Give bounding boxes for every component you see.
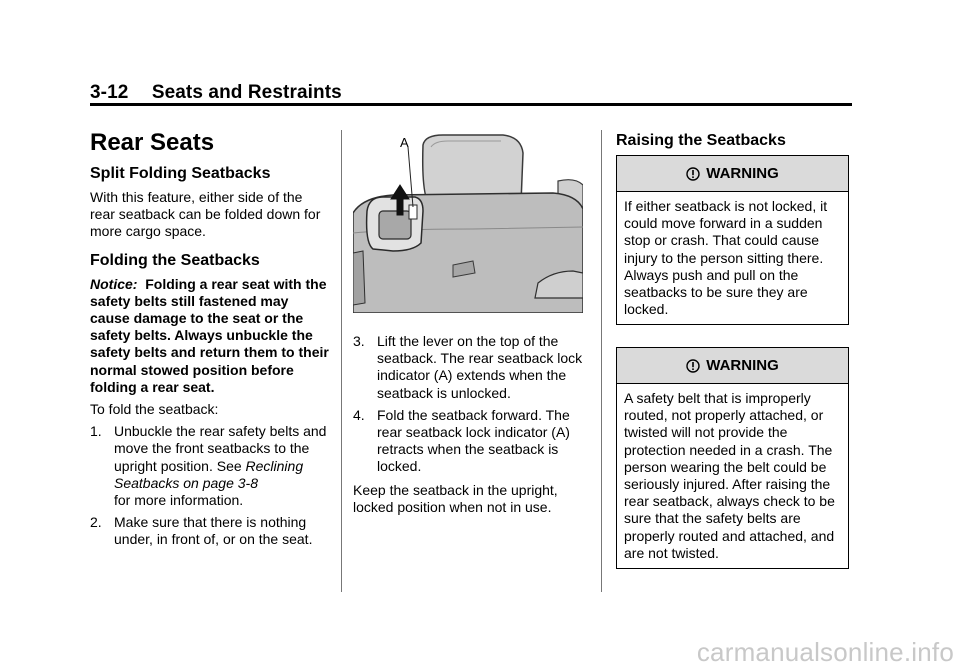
warning-icon — [686, 359, 700, 373]
step-number: 3. — [353, 333, 365, 349]
step-1-text: Unbuckle the rear safety belts and move the front seatbacks to the upright position. See — [114, 423, 327, 474]
heading-split-folding: Split Folding Seatbacks — [90, 165, 271, 182]
page-header — [90, 82, 342, 104]
notice-label: Notice: — [90, 275, 138, 292]
list-item — [90, 514, 330, 548]
step-number: 1. — [90, 423, 102, 440]
column-divider-1 — [341, 130, 342, 592]
warning-label: WARNING — [706, 164, 779, 182]
seatback-lever-illustration — [353, 133, 583, 313]
warning-icon — [686, 167, 700, 181]
section-title: Seats and Restraints — [151, 82, 342, 103]
step-1-reference-link[interactable]: Reclining Seatbacks on page 3-8 — [114, 457, 304, 491]
indicator-label-a: A — [400, 135, 409, 150]
warning-text: If either seatback is not locked, it could move forward in a sudden stop or crash. That could cause injury to the person sitting there. Always push and pull on the seatbacks to be sure they are locked. — [624, 198, 828, 318]
notice-text: Folding a rear seat with the safety belts still fastened may cause damage to the seat or the safety belts. Always unbuckle the safety belts and return them to their normal stowed position before folding a rear seat. — [90, 275, 329, 395]
column-divider-2 — [601, 130, 602, 592]
middle-column — [353, 333, 589, 516]
to-fold-text: To fold the seatback: — [90, 401, 219, 418]
watermark: carmanualsonline.info — [696, 637, 954, 667]
warning-header — [617, 348, 848, 384]
page-number: 3-12 — [90, 82, 129, 103]
list-item — [353, 333, 589, 402]
warning-header — [617, 156, 848, 192]
list-item — [90, 423, 330, 509]
step-number: 2. — [90, 514, 102, 531]
step-4-text: Fold the seatback forward. The rear seatback lock indicator (A) retracts when the seatback is locked. — [377, 406, 570, 475]
heading-folding-seatbacks: Folding the Seatbacks — [90, 251, 260, 269]
header-rule — [90, 103, 852, 106]
left-column — [90, 129, 330, 549]
warning-label: WARNING — [706, 356, 779, 374]
list-item — [353, 407, 589, 476]
heading-raising-seatbacks: Raising the Seatbacks — [616, 132, 786, 149]
split-folding-text: With this feature, either side of the rear seatback can be folded down for more cargo space. — [90, 189, 321, 240]
keep-upright-text: Keep the seatback in the upright, locked position when not in use. — [353, 481, 558, 515]
warning-box-1 — [616, 155, 849, 325]
warning-box-2 — [616, 347, 849, 569]
page-title: Rear Seats — [90, 129, 215, 156]
step-2-text: Make sure that there is nothing under, in front of, or on the seat. — [114, 514, 313, 548]
step-number: 4. — [353, 406, 365, 423]
step-3-text: Lift the lever on the top of the seatback. The rear seatback lock indicator (A) extends when the seatback is unlocked. — [377, 333, 583, 401]
warning-text: A safety belt that is improperly routed, not properly attached, or twisted will not provide the protection needed in a crash. The person wearing the belt could be seriously injured. After raising the rear seatback, always check to be sure that the safety belts are properly routed and attached, and are not twisted. — [624, 390, 835, 561]
step-1-tail: for more information. — [114, 492, 244, 509]
notice-paragraph — [90, 276, 330, 396]
